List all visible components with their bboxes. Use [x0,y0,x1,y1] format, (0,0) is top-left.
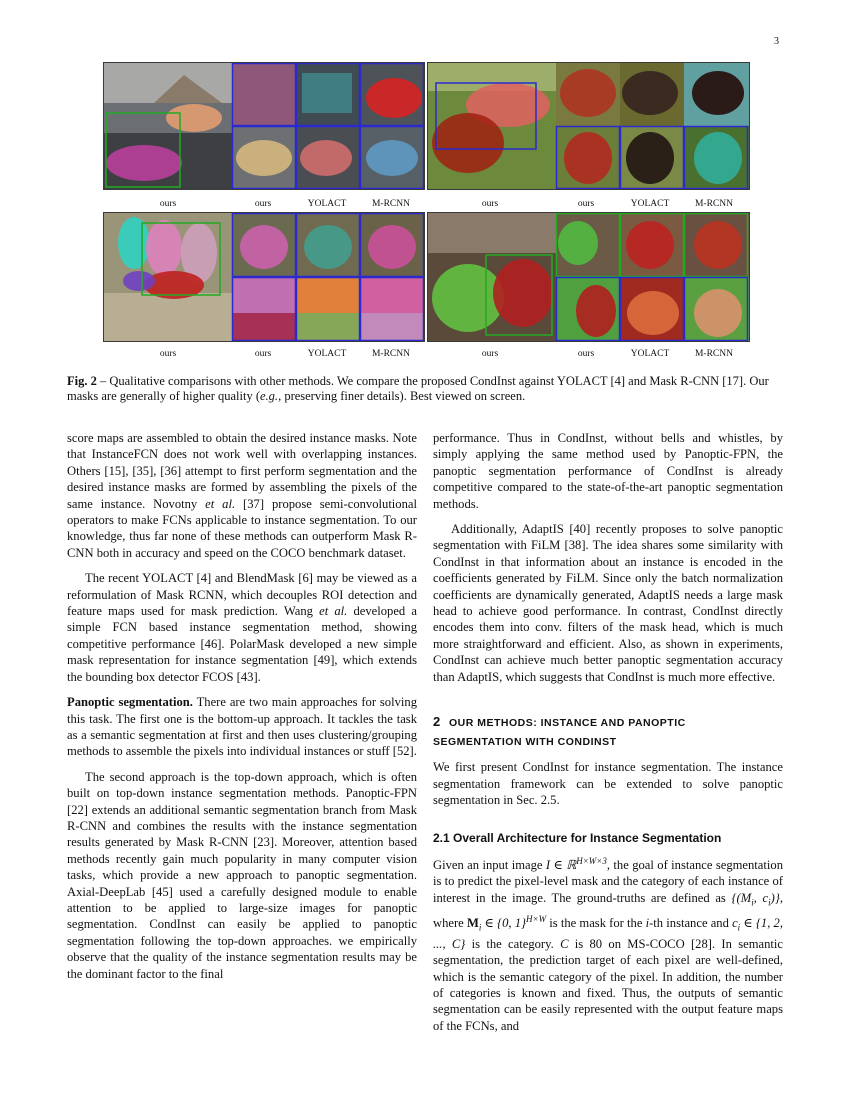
p4-math2: {(M [731,890,752,905]
panel-street-scene [103,62,425,190]
fig-label-r2-4: M-RCNN [371,349,410,359]
left-para-2 [67,570,417,685]
left-p3-text: There are two main approaches for solving this task. The first one is the bottom-up approach. It tackles the task as a semantic segmentation at first and then uses clustering/grouping methods to assemble the pixels into individual instances or stuff [52]. [67,695,417,759]
p4-sup2: H×W [526,913,547,924]
p4-i: i [645,915,650,930]
fig-label-r1-7: YOLACT [630,199,670,209]
right-para-1: performance. Thus in CondInst, without bells and whistles, by simply applying the same method used by Panoptic-FPN, the panoptic segmentation performance of CondInst is already competitive compared to the state-of-the-art panoptic segmentation methods. [433,431,783,511]
giraffes-image [104,213,424,341]
fig-label-r1-3: YOLACT [307,199,347,209]
section-title-line2: SEGMENTATION WITH CONDINST [433,736,617,749]
cows-image [428,63,749,189]
p4-sup1: H×W×3 [576,855,607,866]
p4-c: , where [433,890,784,930]
p4-math3: M [466,915,479,930]
p4-math2b: , c [753,890,769,905]
fig-label-r1-1: ours [159,199,177,209]
fig-label-r1-5: ours [481,199,499,209]
fig-label-r1-2: ours [254,199,272,209]
right-column [433,430,783,1034]
p4-sub-i3: i [478,922,482,933]
figure-caption [67,374,783,404]
section-heading-2 [433,713,783,751]
right-para-3: We first present CondInst for instance segmentation. The instance segmentation framework can be extended to solve panoptic segmentation in Sec. 2.5. [433,760,783,807]
panoptic-heading: Panoptic segmentation. [67,695,193,710]
fig-label-r2-3: YOLACT [307,349,347,359]
p4-math3b: ∈ {0, 1} [481,915,527,930]
caption-text: – Qualitative comparisons with other methods. We compare the proposed CondInst against YOLACT [4] and Mask R-CNN [17]. Our masks are generally of higher quality ( [67,374,769,403]
left-column [67,430,417,982]
left-para-1 [67,430,417,561]
p4-C: C [560,936,569,951]
p4-math1: I ∈ ℝ [545,857,577,872]
fig-label-r2-1: ours [159,349,177,359]
right-para-2: Additionally, AdaptIS [40] recently proposes to solve panoptic segmentation with FiLM [38]. The idea shares some similarity with CondInst in that information about an instance is encoded in the coefficients generated by FiLM. Since only the batch normalization coefficients are dynamically generated, AdaptIS needs a large mask head to achieve good performance. In contrast, CondInst directly encodes them into conv. filters of the mask head, which is much more straightforward and efficient. Also, as shown in experiments, CondInst can achieve much better panoptic segmentation accuracy than AdaptIS, which suggests that CondInst is much more effective. [433,522,783,684]
fig-label-r1-6: ours [577,199,595,209]
p4-sub-i4: i [737,922,741,933]
p4-math4: c [732,915,738,930]
fig-label-r2-6: ours [577,349,595,359]
fig-label-r2-5: ours [481,349,499,359]
p4-f: is the category. [465,936,561,951]
left-p1-end: [37] propose semi-convolutional operators to make FCNs applicable to instance segmentation. To our knowledge, thus far none of these methods can outperform Mask R-CNN both in accuracy and speed on the COCO benchmark dataset. [67,496,417,560]
left-para-3 [67,694,417,760]
p4-b: , the goal of instance segmentation is to predict the pixel-level mask and the category of each instance of interest in the image. The ground-truths are defined as [433,857,783,905]
panel-giraffes [103,212,425,342]
p4-e: -th instance and [649,915,733,930]
fig-label-r1-4: M-RCNN [371,199,410,209]
fig-label-r2-2: ours [254,349,272,359]
fig-label-r2-8: M-RCNN [694,349,733,359]
section-number: 2 [433,714,441,730]
left-p2-end: developed a simple FCN based instance segmentation method, showing competitive performance [46]. PolarMask developed a new simple mask representation for instance segmentation [49], which extends the bounding box detector FCOS [43]. [67,604,417,684]
page-number: 3 [774,36,779,47]
left-p1-text: score maps are assembled to obtain the desired instance masks. Note that InstanceFCN does not work well with overlapping instances. Others [15], [35], [36] attempt to first perform segmentation and the desired instance masks are formed by assembling the pixels of the same instance. Novotny [67,431,417,511]
p4-sub-i2: i [768,897,771,908]
right-para-4 [433,853,783,1034]
p4-d: is the mask for the [546,915,646,930]
caption-label: Fig. 2 [67,374,97,388]
caption-end: , preserving finer details). Best viewed on screen. [278,389,526,403]
p4-a: Given an input image [433,857,546,872]
panel-sheep [427,212,750,342]
left-p1-etal: et al. [205,496,236,511]
panel-cows [427,62,750,190]
caption-eg: e.g. [260,389,279,403]
p4-math4b: ∈ {1, 2, ..., C} [433,915,783,951]
p4-math2c: )} [770,890,780,905]
p4-sub-i1: i [751,897,754,908]
street-scene-image [104,63,424,189]
left-p2-text: The recent YOLACT [4] and BlendMask [6] may be viewed as a reformulation of Mask RCNN, which decouples ROI detection and feature maps used for mask prediction. Wang [67,571,417,619]
fig-label-r2-7: YOLACT [630,349,670,359]
fig-label-r1-8: M-RCNN [694,199,733,209]
section-title-line1: OUR METHODS: INSTANCE AND PANOPTIC [448,717,686,730]
left-para-4: The second approach is the top-down approach, which is often built on top-down instance segmentation methods. Panoptic-FPN [22] extends an additional semantic segmentation branch from Mask R-CNN and combines the results with the instance segmentation results generated by Mask R-CNN [23]. Moreover, attention based methods recently gain much popularity in many computer vision tasks, which provide a new approach to panoptic segmentation. Axial-DeepLab [45] used a carefully designed module to enable attention to be applied to large-size images for panoptic segmentation. CondInst can easily be applied to panoptic segmentation following the top-down approaches. we empirically observe that the quality of the instance segmentation results may be the dominant factor to the final [67,769,417,981]
p4-g: is 80 on MS-COCO [28]. In semantic segmentation, the prediction target of each pixel are well-defined, which is the semantic category of the pixel. In addition, the number of categories is known and fixed. Thus, the outputs of semantic segmentation can be easily represented with the output feature maps of the FCNs, and [433,936,783,1033]
sheep-image [428,213,749,341]
subsection-heading-2-1: 2.1 Overall Architecture for Instance Segmentation [433,831,722,846]
left-p2-etal: et al. [319,604,348,619]
